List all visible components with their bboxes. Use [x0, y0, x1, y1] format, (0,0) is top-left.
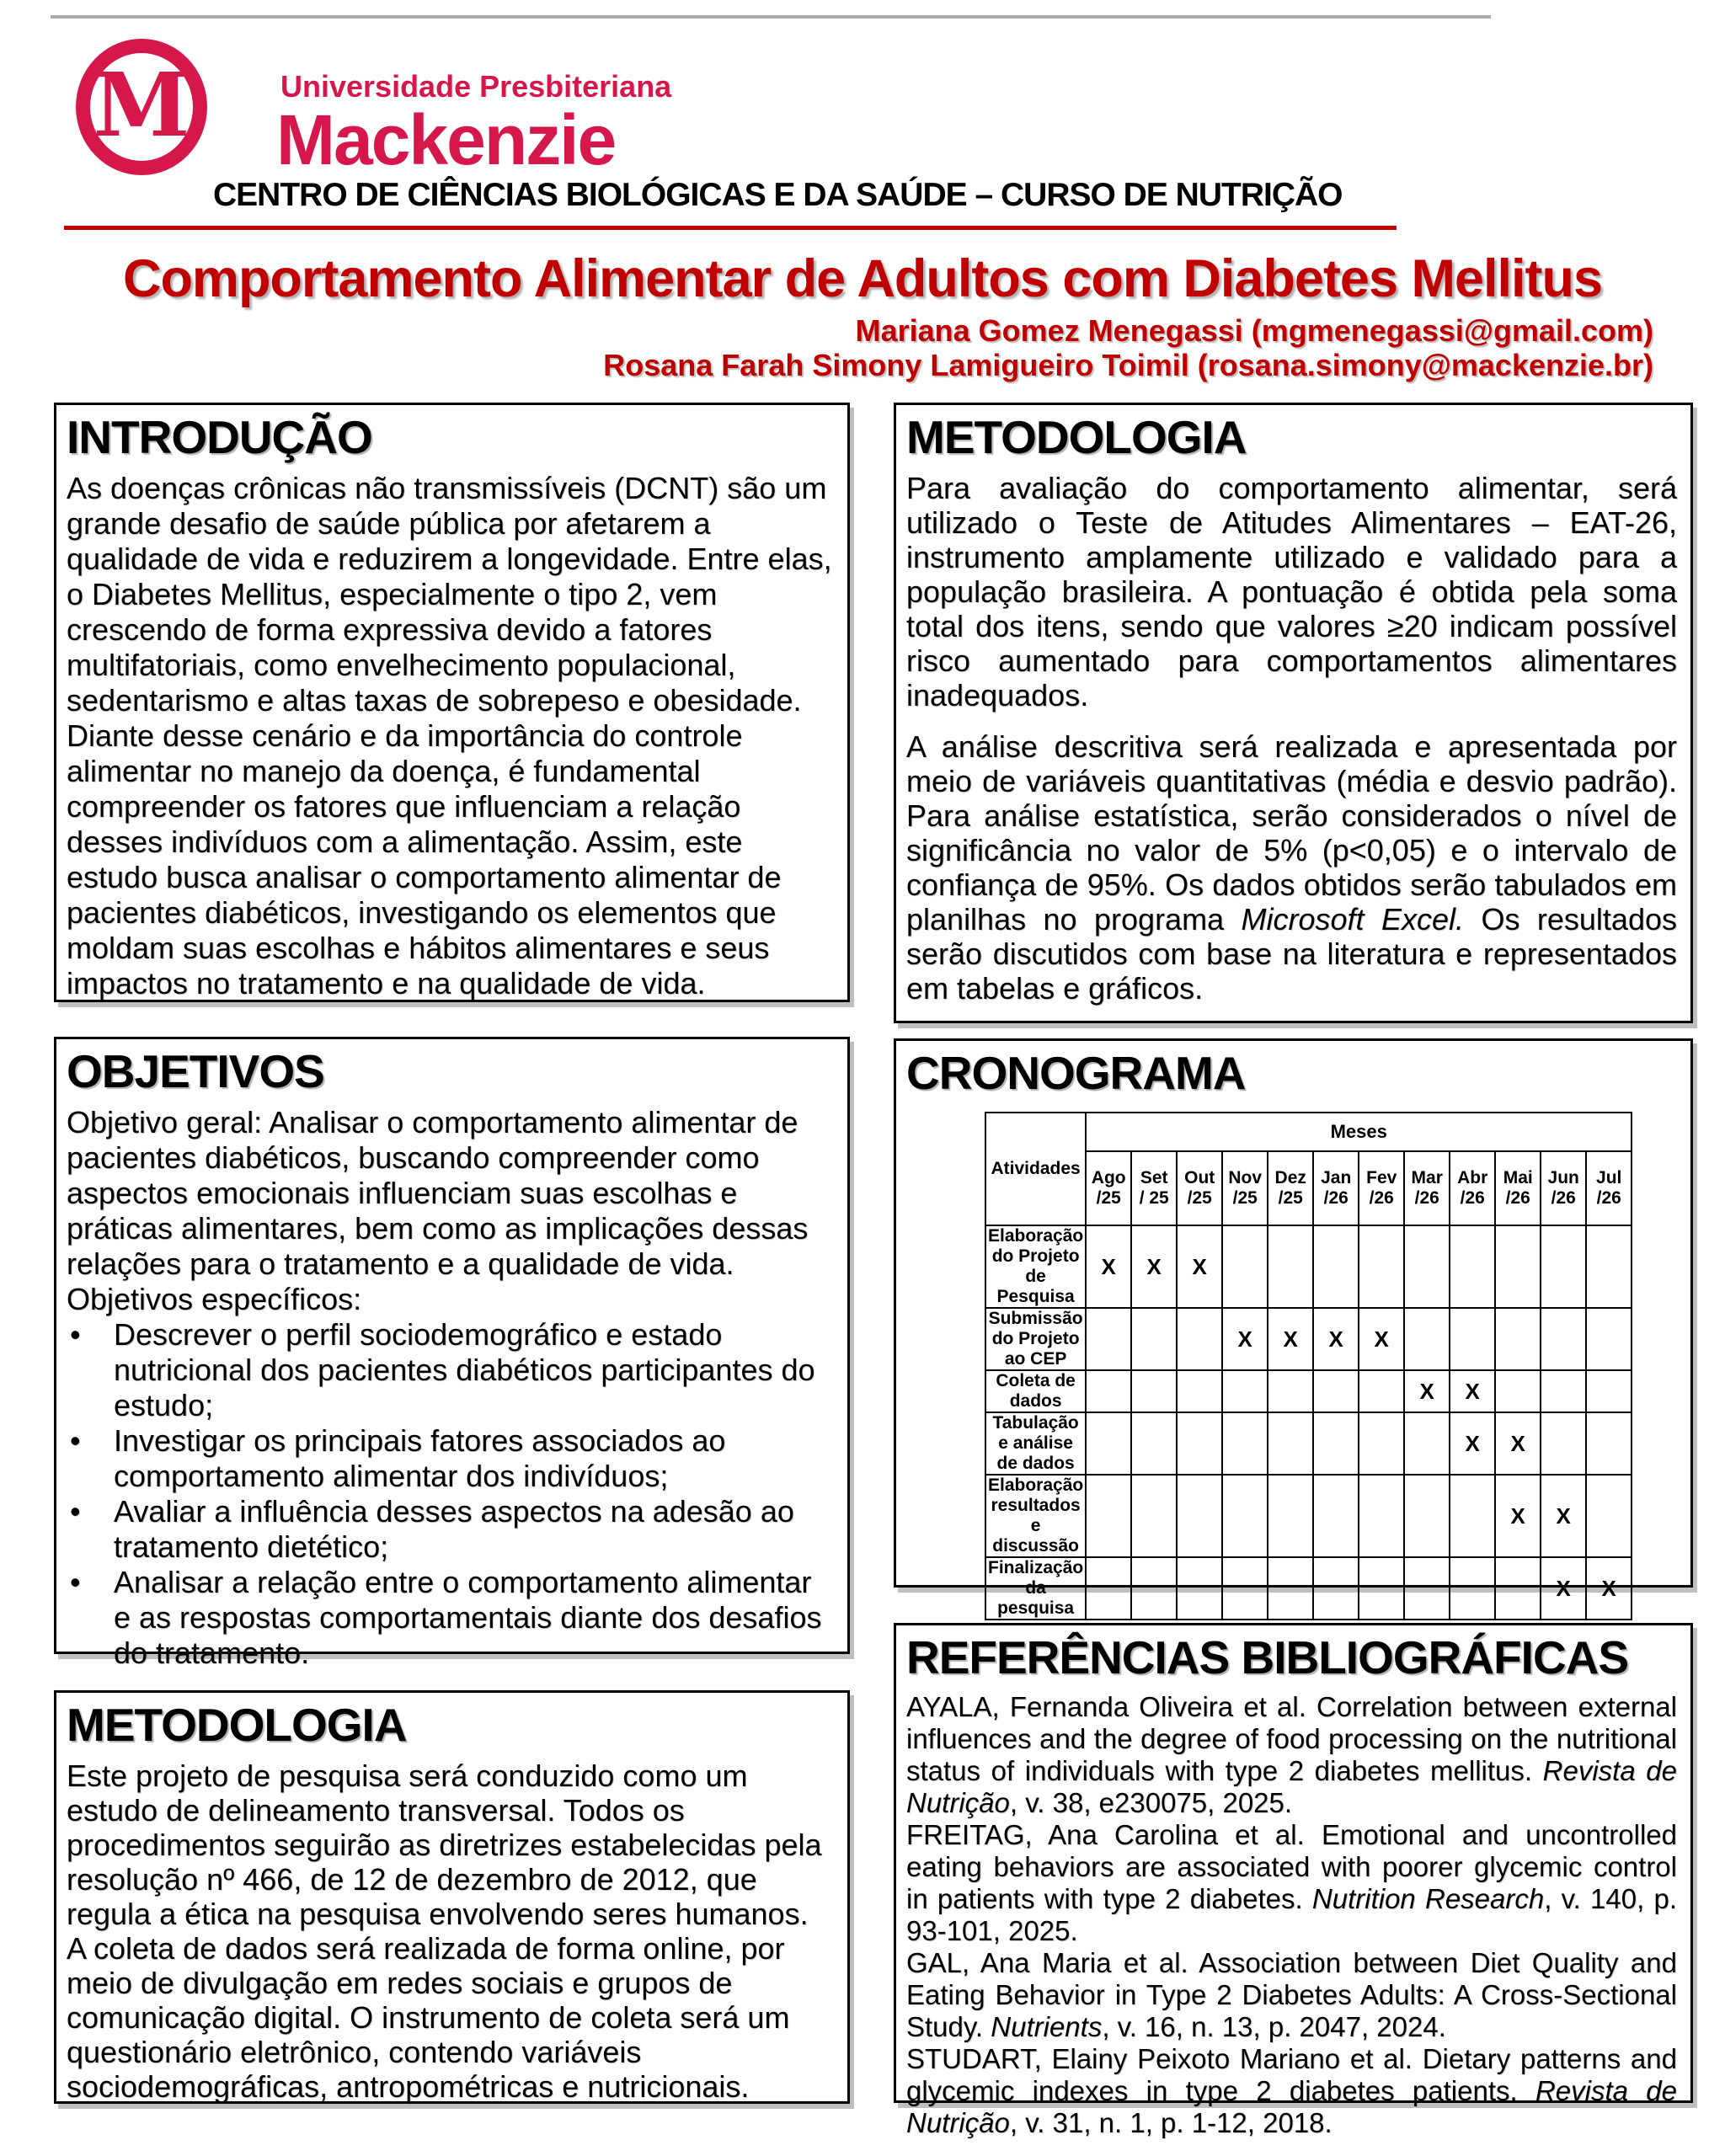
section-heading: OBJETIVOS [67, 1045, 324, 1097]
authors-block [603, 313, 1653, 382]
empty-cell [1313, 1370, 1359, 1412]
table-header-month [1131, 1151, 1177, 1225]
activity-cell: Finalização da pesquisa [985, 1557, 1086, 1620]
mark-cell: X [1177, 1225, 1222, 1308]
mark-cell: X [1586, 1557, 1632, 1620]
italic-text-run: Microsoft Excel. [1241, 902, 1465, 937]
empty-cell [1404, 1412, 1450, 1475]
paragraph: Para avaliação do comportamento alimentar, será utilizado o Teste de Atitudes Alimentares – EAT-26, instrumento amplamente utilizado e validado para a população brasileira. A pontuação é obtida pela soma total dos itens, sendo que valores ≥20 indicam possível risco aumentado para comportamentos alimentares inadequados. [906, 471, 1677, 712]
month-year: /25 [1096, 1188, 1121, 1208]
paragraph [906, 1819, 1677, 1947]
empty-cell [1450, 1308, 1495, 1370]
university-name-line2: Mackenzie [276, 100, 616, 179]
paragraph: As doenças crônicas não transmissíveis (DCNT) são um grande desafio de saúde pública por afetarem a qualidade de vida e reduzirem a longevidade. Entre elas, o Diabetes Mellitus, especialmente o tipo 2, vem crescendo de forma expressiva devido a fatores multifatoriais, como envelhecimento populacional, sedentarismo e altas taxas de sobrepeso e obesidade. [67, 471, 832, 718]
mark-cell: X [1131, 1225, 1177, 1308]
month-year: /26 [1596, 1188, 1621, 1208]
section-body [906, 1691, 1677, 2139]
text-run: , v. 38, e230075, 2025. [1009, 1787, 1293, 1818]
month-abbr: Jun [1547, 1168, 1579, 1187]
section-heading: METODOLOGIA [906, 411, 1247, 463]
section-heading: INTRODUÇÃO [67, 411, 372, 463]
activity-cell: Coleta de dados [985, 1370, 1086, 1412]
section-cronograma [894, 1038, 1693, 1618]
empty-cell [1359, 1225, 1404, 1308]
bullet-marker: • [70, 1494, 81, 1529]
mark-cell: X [1222, 1308, 1268, 1370]
italic-text-run: Nutrition Research [1311, 1883, 1545, 1914]
author-line: Rosana Farah Simony Lamigueiro Toimil (rosana.simony@mackenzie.br) [603, 348, 1653, 382]
empty-cell [1586, 1475, 1632, 1557]
empty-cell [1222, 1412, 1268, 1475]
paragraph [906, 1691, 1677, 1819]
table-header-month [1177, 1151, 1222, 1225]
empty-cell [1131, 1412, 1177, 1475]
empty-cell [1222, 1557, 1268, 1620]
empty-cell [1131, 1557, 1177, 1620]
paragraph: Objetivo geral: Analisar o comportamento alimentar de pacientes diabéticos, buscando compreender como aspectos emocionais influenciam suas escolhas e práticas alimentares, bem como as implicações dessas relações para o tratamento e a qualidade de vida. [67, 1105, 809, 1281]
empty-cell [1268, 1370, 1313, 1412]
text-run: AYALA, Fernanda Oliveira et al. Correlation between external influences and the degree of food processing on the nutritional status of individuals with type 2 diabetes mellitus. [906, 1691, 1677, 1786]
empty-cell [1359, 1557, 1404, 1620]
month-abbr: Fev [1366, 1168, 1397, 1187]
empty-cell [1313, 1225, 1359, 1308]
empty-cell [1313, 1557, 1359, 1620]
mark-cell: X [1541, 1475, 1586, 1557]
section-body [67, 1758, 834, 2104]
month-abbr: Out [1184, 1168, 1215, 1187]
month-year: /26 [1505, 1188, 1530, 1208]
empty-cell [1586, 1412, 1632, 1475]
empty-cell [1177, 1475, 1222, 1557]
text-run: GAL, Ana Maria et al. Association between Diet Quality and Eating Behavior in Type 2 Diabetes Adults: A Cross-Sectional Study. [906, 1947, 1677, 2042]
section-heading: METODOLOGIA [67, 1699, 407, 1751]
activity-cell: Elaboração do Projeto de Pesquisa [985, 1225, 1086, 1308]
empty-cell [1222, 1475, 1268, 1557]
paragraph [906, 729, 1677, 1006]
author-line: Mariana Gomez Menegassi (mgmenegassi@gmail.com) [855, 313, 1653, 348]
paragraph: Este projeto de pesquisa será conduzido como um estudo de delineamento transversal. Todos os procedimentos seguirão as diretrizes estabelecidas pela resolução nº 466, de 12 de dezembro de 2012, que regula a ética na pesquisa envolvendo seres humanos. [67, 1758, 822, 1931]
section-metodologia-left [54, 1690, 850, 2104]
empty-cell [1177, 1370, 1222, 1412]
bullet-text: Descrever o perfil sociodemográfico e estado nutricional dos pacientes diabéticos participantes do estudo; [114, 1317, 815, 1422]
table-header-month [1313, 1151, 1359, 1225]
mark-cell: X [1313, 1308, 1359, 1370]
table-row [985, 1557, 1632, 1620]
text-run: Os resultados serão discutidos com base na literatura e representados em tabelas e gráficos. [906, 902, 1677, 1006]
activity-cell: Submissão do Projeto ao CEP [985, 1308, 1086, 1370]
empty-cell [1450, 1225, 1495, 1308]
bullet-text: Investigar os principais fatores associados ao comportamento alimentar dos indivíduos; [114, 1423, 726, 1493]
empty-cell [1313, 1475, 1359, 1557]
month-year: /26 [1414, 1188, 1439, 1208]
empty-cell [1541, 1412, 1586, 1475]
table-row [985, 1225, 1632, 1308]
table-row [985, 1475, 1632, 1557]
table-header-month [1450, 1151, 1495, 1225]
section-body [67, 471, 834, 1001]
empty-cell [1404, 1225, 1450, 1308]
empty-cell [1268, 1475, 1313, 1557]
section-referencias [894, 1623, 1693, 2138]
paragraph: Objetivos específicos: [67, 1282, 362, 1316]
month-year: /25 [1278, 1188, 1303, 1208]
empty-cell [1086, 1370, 1131, 1412]
poster-title: Comportamento Alimentar de Adultos com Diabetes Mellitus [122, 249, 1603, 308]
university-name-line1: Universidade Presbiteriana [280, 69, 672, 104]
mark-cell: X [1495, 1412, 1541, 1475]
month-abbr: Jul [1596, 1168, 1622, 1187]
empty-cell [1086, 1412, 1131, 1475]
empty-cell [1086, 1557, 1131, 1620]
top-divider-rule [51, 15, 1491, 19]
bullet-marker: • [70, 1423, 81, 1458]
empty-cell [1131, 1370, 1177, 1412]
table-header-month [1404, 1151, 1450, 1225]
table-header-activities: Atividades [985, 1113, 1086, 1225]
month-abbr: Jan [1321, 1168, 1352, 1187]
table-header-month [1586, 1151, 1632, 1225]
section-body [67, 1105, 834, 1671]
month-year: /26 [1460, 1188, 1485, 1208]
section-heading: CRONOGRAMA [906, 1047, 1246, 1099]
text-run: , v. 31, n. 1, p. 1-12, 2018. [1009, 2107, 1332, 2138]
mark-cell: X [1268, 1308, 1313, 1370]
month-year: / 25 [1139, 1188, 1169, 1208]
table-header-month [1359, 1151, 1404, 1225]
empty-cell [1450, 1475, 1495, 1557]
activity-cell: Elaboração resultados e discussão [985, 1475, 1086, 1557]
empty-cell [1495, 1557, 1541, 1620]
text-run: A análise descritiva será realizada e apresentada por meio de variáveis quantitativas (média e desvio padrão). Para análise estatística, serão considerados o nível de significância no valor de 5% (p<0,05) e o intervalo de confiança de 95%. Os dados obtidos serão tabulados em planilhas no programa [906, 729, 1677, 937]
mark-cell: X [1450, 1412, 1495, 1475]
mark-cell: X [1404, 1370, 1450, 1412]
text-run: , v. 16, n. 13, p. 2047, 2024. [1102, 2011, 1446, 2042]
paragraph [906, 2043, 1677, 2139]
paragraph [906, 1947, 1677, 2043]
table-header-month [1086, 1151, 1131, 1225]
mark-cell: X [1359, 1308, 1404, 1370]
empty-cell [1495, 1225, 1541, 1308]
month-year: /25 [1187, 1188, 1212, 1208]
empty-cell [1268, 1225, 1313, 1308]
empty-cell [1086, 1308, 1131, 1370]
table-row [985, 1308, 1632, 1370]
empty-cell [1222, 1225, 1268, 1308]
empty-cell [1359, 1475, 1404, 1557]
activity-cell: Tabulação e análise de dados [985, 1412, 1086, 1475]
month-year: /26 [1369, 1188, 1394, 1208]
empty-cell [1586, 1308, 1632, 1370]
text-run: , v. 140, p. 93-101, 2025. [906, 1883, 1677, 1946]
logo-m-letter: M [93, 53, 190, 157]
header-red-rule [64, 226, 1397, 230]
mark-cell: X [1495, 1475, 1541, 1557]
section-body [906, 471, 1677, 1006]
empty-cell [1495, 1308, 1541, 1370]
bullet-item [67, 1317, 834, 1423]
table-header-month [1268, 1151, 1313, 1225]
empty-cell [1086, 1475, 1131, 1557]
empty-cell [1404, 1475, 1450, 1557]
empty-cell [1268, 1412, 1313, 1475]
section-introducao [54, 403, 850, 1002]
empty-cell [1541, 1225, 1586, 1308]
bullet-marker: • [70, 1317, 81, 1352]
mark-cell: X [1541, 1557, 1586, 1620]
empty-cell [1177, 1557, 1222, 1620]
table-header-month [1541, 1151, 1586, 1225]
italic-text-run: Nutrients [991, 2011, 1103, 2042]
text-run: STUDART, Elainy Peixoto Mariano et al. Dietary patterns and glycemic indexes in type 2 diabetes patients. [906, 2043, 1677, 2106]
bullet-item [67, 1565, 834, 1671]
mark-cell: X [1086, 1225, 1131, 1308]
empty-cell [1222, 1370, 1268, 1412]
month-abbr: Ago [1091, 1168, 1126, 1187]
mackenzie-logo [76, 39, 207, 175]
month-abbr: Nov [1228, 1168, 1263, 1187]
month-year: /26 [1551, 1188, 1576, 1208]
section-objetivos [54, 1037, 850, 1670]
bullet-text: Analisar a relação entre o comportamento alimentar e as respostas comportamentais diante dos desafios do tratamento. [114, 1565, 822, 1670]
empty-cell [1359, 1412, 1404, 1475]
month-abbr: Mar [1411, 1168, 1443, 1187]
empty-cell [1268, 1557, 1313, 1620]
bullet-item [67, 1423, 834, 1494]
italic-text-run: Revista de Nutrição [906, 1755, 1677, 1818]
empty-cell [1313, 1412, 1359, 1475]
section-heading: REFERÊNCIAS BIBLIOGRÁFICAS [906, 1631, 1629, 1684]
table-header-meses: Meses [1086, 1113, 1632, 1151]
month-year: /25 [1232, 1188, 1258, 1208]
empty-cell [1541, 1370, 1586, 1412]
empty-cell [1450, 1557, 1495, 1620]
empty-cell [1541, 1308, 1586, 1370]
empty-cell [1131, 1308, 1177, 1370]
empty-cell [1359, 1370, 1404, 1412]
empty-cell [1586, 1370, 1632, 1412]
cronograma-table [985, 1112, 1632, 1620]
month-abbr: Mai [1503, 1168, 1533, 1187]
paragraph: A coleta de dados será realizada de forma online, por meio de divulgação em redes sociais e grupos de comunicação digital. O instrumento de coleta será um questionário eletrônico, contendo variáveis sociodemográficas, antropométricas e nutricionais. [67, 1931, 790, 2104]
table-header-month [1495, 1151, 1541, 1225]
bullet-text: Avaliar a influência desses aspectos na adesão ao tratamento dietético; [114, 1494, 794, 1564]
month-abbr: Dez [1274, 1168, 1306, 1187]
empty-cell [1131, 1475, 1177, 1557]
month-abbr: Set [1140, 1168, 1168, 1187]
italic-text-run: Revista de Nutrição [906, 2075, 1677, 2138]
paragraph: Diante desse cenário e da importância do controle alimentar no manejo da doença, é fundamental compreender os fatores que influenciam a relação desses indivíduos com a alimentação. Assim, este estudo busca analisar o comportamento alimentar de pacientes diabéticos, investigando os elementos que moldam suas escolhas e hábitos alimentares e seus impactos no tratamento e na qualidade de vida. [67, 718, 782, 1001]
department-line: CENTRO DE CIÊNCIAS BIOLÓGICAS E DA SAÚDE – CURSO DE NUTRIÇÃO [213, 177, 1343, 213]
bullet-item [67, 1494, 834, 1565]
empty-cell [1404, 1308, 1450, 1370]
month-year: /26 [1323, 1188, 1348, 1208]
table-header-month [1222, 1151, 1268, 1225]
empty-cell [1177, 1412, 1222, 1475]
bullet-marker: • [70, 1565, 81, 1599]
empty-cell [1495, 1370, 1541, 1412]
table-row [985, 1412, 1632, 1475]
table-row [985, 1370, 1632, 1412]
empty-cell [1404, 1557, 1450, 1620]
mark-cell: X [1450, 1370, 1495, 1412]
section-metodologia-right [894, 403, 1693, 1023]
text-run: FREITAG, Ana Carolina et al. Emotional and uncontrolled eating behaviors are associated with poorer glycemic control in patients with type 2 diabetes. [906, 1819, 1677, 1914]
empty-cell [1177, 1308, 1222, 1370]
month-abbr: Abr [1457, 1168, 1488, 1187]
empty-cell [1586, 1225, 1632, 1308]
